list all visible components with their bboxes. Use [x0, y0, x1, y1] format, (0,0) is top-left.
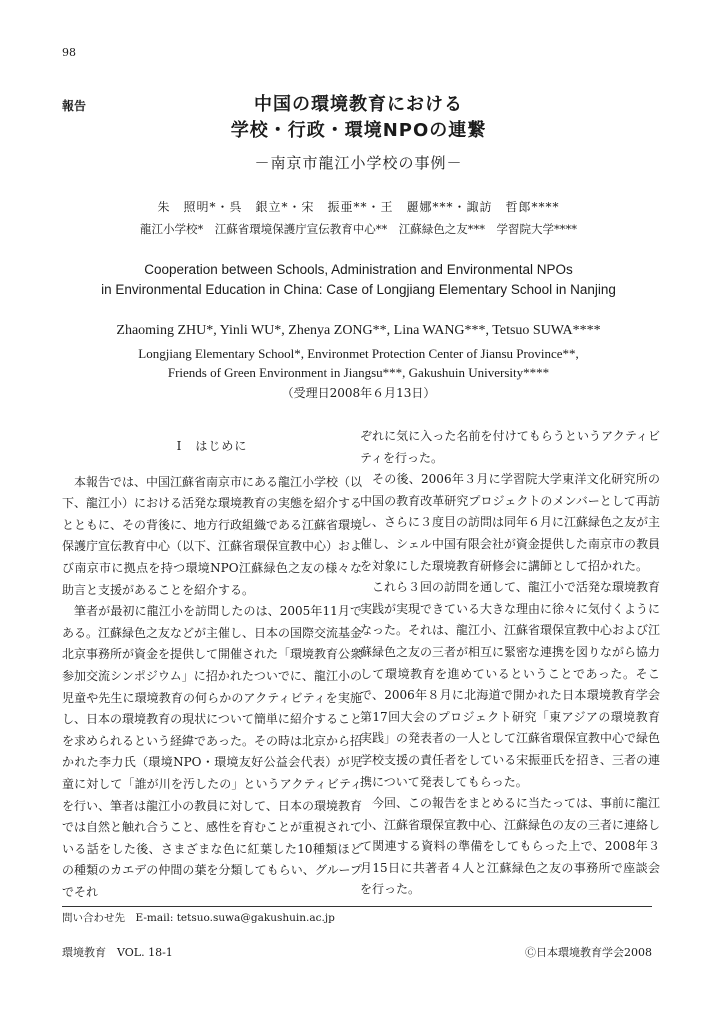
affiliations-japanese: 龍江小学校* 江蘇省環境保護庁宣伝教育中心** 江蘇緑色之友*** 学習院大学**** — [140, 222, 577, 236]
paragraph: 筆者が最初に龍江小を訪問したのは、2005年11月である。江蘇緑色之友などが主催し、日本の国際交流基金北京事務所が資金を提供して開催された「環境教育公衆参加交流シンポジウム」に招かれたついでに、龍江小の児童や先生に環境教育の何らかのアクティビティを実施し、日本の環境教育の現状について簡単に紹介することを求められるという経緯であった。その時は北京から招かれた李力氏（環境NPO・環境友好公益会代表）が児童に対して「誰が川を汚したの」というアクティビティを行い、筆者は龍江小の教員に対して、日本の環境教育では自然と触れ合うこと、感性を育むことが重視されている話をした後、さまざまな色に紅葉した10種類ほどの種類のカエデの仲間の葉を分類してもらい、グループでそれ — [62, 604, 363, 899]
paragraph: 本報告では、中国江蘇省南京市にある龍江小学校（以下、龍江小）における活発な環境教育の実態を紹介するとともに、その背後に、地方行政組織である江蘇省環境保護庁宣伝教育中心（以下、江蘇省環保宣教中心）および南京市に拠点を持つ環境NPO江蘇緑色之友の様々な助言と支援があることを紹介する。 — [62, 474, 363, 597]
affiliations-english-line-1: Longjiang Elementary School*, Environmet Protection Center of Jiansu Province**, — [138, 346, 579, 361]
body-column-right — [360, 426, 660, 901]
authors-english: Zhaoming ZHU*, Yinli WU*, Zhenya ZONG**, Lina WANG***, Tetsuo SUWA**** — [116, 323, 601, 338]
copyright-footer: Ⓒ日本環境教育学会2008 — [525, 946, 652, 959]
page-number: 98 — [62, 46, 76, 59]
title-line-1: 中国の環境教育における — [254, 94, 463, 115]
contact-email: 問い合わせ先 E-mail: tetsuo.suwa@gakushuin.ac.jp — [62, 912, 335, 924]
subtitle: －南京市龍江小学校の事例－ — [254, 154, 463, 172]
title-line-2: 学校・行政・環境NPOの連繋 — [230, 120, 487, 141]
paragraph: その後、2006年３月に学習院大学東洋文化研究所の中国の教育改革研究プロジェクトのメンバーとして再訪し、さらに３度目の訪問は同年６月に江蘇緑色之友が主催し、シェル中国有限会社が資金提供した南京市の教員を対象にした環境教育研修会に講師として招かれた。 — [360, 472, 661, 573]
footnote-divider — [62, 906, 652, 907]
title-block — [0, 92, 717, 173]
english-title — [0, 260, 717, 300]
english-title-line-2: in Environmental Education in China: Case of Longjiang Elementary School in Nanjing — [101, 282, 616, 297]
affiliations-english — [0, 344, 717, 382]
paragraph: 今回、この報告をまとめるに当たっては、事前に龍江小、江蘇省環保宣教中心、江蘇緑色の友の三者に連絡して関連する資料の準備をしてもらった上で、2008年３月15日に共著者４人と江蘇緑色之友の事務所で座談会を行った。 — [360, 796, 661, 897]
paragraph: ぞれに気に入った名前を付けてもらうというアクティビティを行った。 — [360, 429, 660, 465]
authors-japanese: 朱 照明*・呉 銀立*・宋 振亜**・王 麗娜***・諏訪 哲郎**** — [157, 200, 560, 214]
report-type-label: 報告 — [62, 99, 87, 113]
english-title-line-1: Cooperation between Schools, Administration and Environmental NPOs — [144, 262, 573, 277]
section-heading: Ⅰ はじめに — [176, 439, 248, 453]
affiliations-english-line-2: Friends of Green Environment in Jiangsu***, Gakushuin University**** — [167, 365, 550, 380]
body-column-left — [62, 426, 362, 903]
paragraph: これら３回の訪問を通して、龍江小で活発な環境教育実践が実現できている大きな理由に徐々に気付くようになった。それは、龍江小、江蘇省環保宣教中心および江蘇緑色之友の三者が相互に緊密な連携を図りながら協力して環境教育を進めているということであった。そこで、2006年８月に北海道で開かれた日本環境教育学会第17回大会のプロジェクト研究「東アジアの環境教育実践」の発表者の一人として江蘇省環保宣教中心で緑色学校支援の責任者をしている宋振亜氏を招き、三者の連携について発表してもらった。 — [360, 580, 661, 789]
received-date: （受理日2008年６月13日） — [281, 386, 436, 400]
journal-footer: 環境教育 VOL. 18-1 — [62, 946, 173, 959]
